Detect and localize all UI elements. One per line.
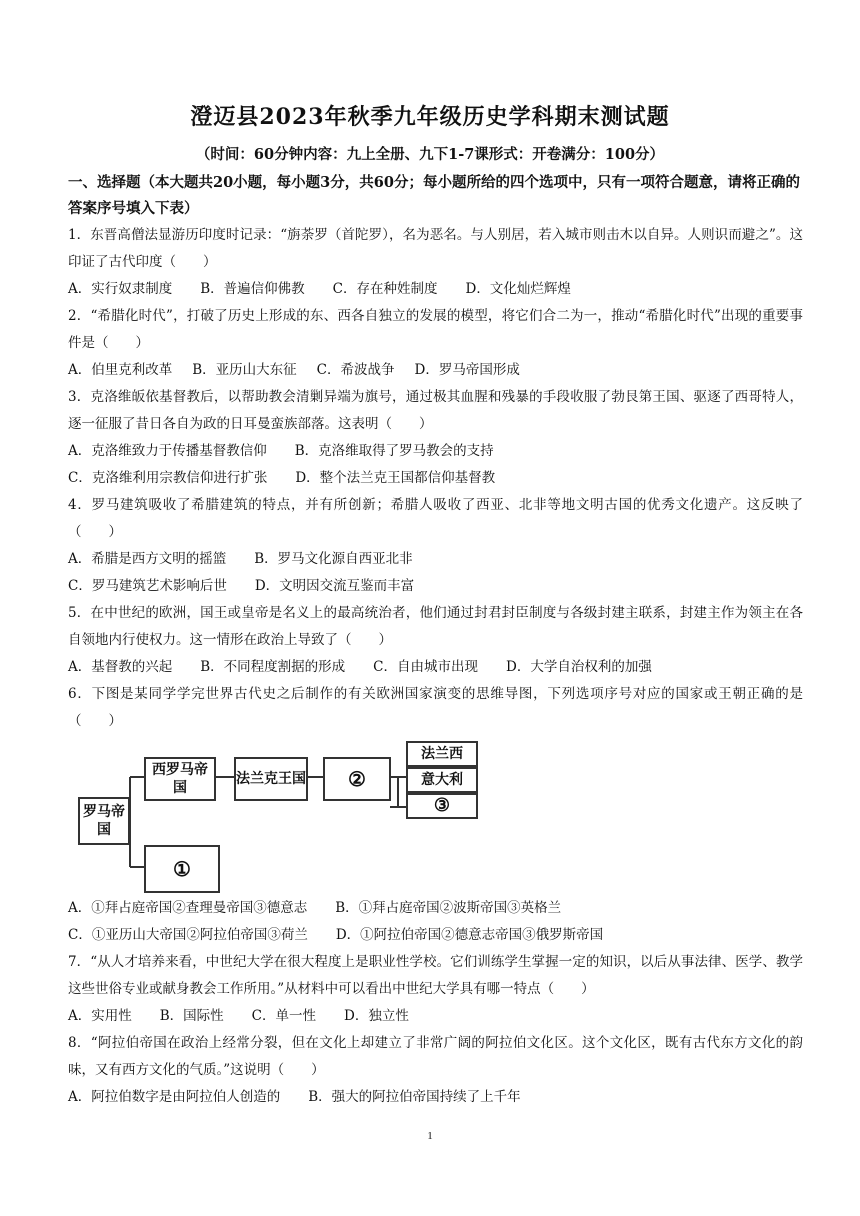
options-row (68, 546, 803, 573)
blank-2-box: ② (323, 757, 391, 801)
question-list (68, 222, 803, 1111)
frankish-kingdom-box: 法兰克王国 (234, 757, 308, 801)
options-row (68, 438, 803, 465)
option-a: A．伯里克利改革 (68, 362, 173, 378)
option-d: D．大学自治权利的加强 (506, 659, 652, 675)
option-b: B．克洛维取得了罗马教会的支持 (294, 443, 494, 459)
question-5 (68, 600, 803, 681)
options-row (68, 357, 803, 384)
option-b: B．不同程度割据的形成 (200, 659, 346, 675)
blank-3-box: ③ (406, 793, 478, 819)
option-c: C．克洛维利用宗教信仰进行扩张 (68, 470, 268, 486)
options-row (68, 1084, 803, 1111)
option-a: A．希腊是西方文明的摇篮 (68, 551, 227, 567)
options-row (68, 922, 803, 949)
question-7 (68, 949, 803, 1030)
question-1 (68, 222, 803, 303)
option-b: B．罗马文化源自西亚北非 (254, 551, 413, 567)
france-box: 法兰西 (406, 741, 478, 767)
page-title: 澄迈县2023年秋季九年级历史学科期末测试题 (190, 104, 670, 130)
option-c: C．①亚历山大帝国②阿拉伯帝国③荷兰 (68, 927, 308, 943)
question-stem: 4．罗马建筑吸收了希腊建筑的特点，并有所创新；希腊人吸收了西亚、北非等地文明古国的优秀文化遗产。这反映了（ ） (68, 497, 803, 540)
options-row (68, 465, 803, 492)
options-row (68, 573, 803, 600)
option-c: C．单一性 (251, 1008, 317, 1024)
mind-map-diagram (68, 735, 803, 895)
option-a: A．克洛维致力于传播基督教信仰 (68, 443, 267, 459)
options-row (68, 654, 803, 681)
question-8 (68, 1030, 803, 1111)
question-stem: 3．克洛维皈依基督教后，以帮助教会清剿异端为旗号，通过极其血腥和残暴的手段收服了勃艮第王国、驱逐了西哥特人，逐一征服了昔日各自为政的日耳曼蛮族部落。这表明（ ） (68, 389, 803, 432)
question-3 (68, 384, 803, 492)
question-stem: 1．东晋高僧法显游历印度时记录：“旃荼罗（首陀罗），名为恶名。与人别居，若入城市则击木以自异。人则识而避之”。这印证了古代印度（ ） (68, 227, 803, 270)
italy-box: 意大利 (406, 767, 478, 793)
option-a: A．基督教的兴起 (68, 659, 173, 675)
option-b: B．亚历山大东征 (192, 362, 297, 378)
question-stem: 6．下图是某同学学完世界古代史之后制作的有关欧洲国家演变的思维导图，下列选项序号对应的国家或王朝正确的是（ ） (68, 686, 803, 729)
question-2 (68, 303, 803, 384)
option-d: D．文化灿烂辉煌 (465, 281, 571, 297)
option-a: A．实用性 (68, 1008, 132, 1024)
option-b: B．普遍信仰佛教 (200, 281, 305, 297)
option-c: C．希波战争 (316, 362, 395, 378)
option-c: C．罗马建筑艺术影响后世 (68, 578, 227, 594)
question-4 (68, 492, 803, 600)
question-stem: 5．在中世纪的欧洲，国王或皇帝是名义上的最高统治者，他们通过封君封臣制度与各级封建主联系，封建主作为领主在各自领地内行使权力。这一情形在政治上导致了（ ） (68, 605, 803, 648)
option-b: B．强大的阿拉伯帝国持续了上千年 (308, 1089, 521, 1105)
option-a: A．阿拉伯数字是由阿拉伯人创造的 (68, 1089, 281, 1105)
options-row (68, 276, 803, 303)
option-d: D．罗马帝国形成 (414, 362, 520, 378)
blank-1-box: ① (144, 845, 220, 893)
section-heading: 一、选择题（本大题共20小题，每小题3分，共60分；每小题所给的四个选项中，只有一项符合题意，请将正确的答案序号填入下表） (68, 174, 800, 217)
option-d: D．整个法兰克王国都信仰基督教 (295, 470, 496, 486)
western-roman-empire-box: 西罗马帝国 (144, 757, 216, 801)
options-row (68, 895, 803, 922)
option-a: A．①拜占庭帝国②查理曼帝国③德意志 (68, 900, 308, 916)
option-b: B．①拜占庭帝国②波斯帝国③英格兰 (335, 900, 562, 916)
option-a: A．实行奴隶制度 (68, 281, 173, 297)
question-stem: 8．“阿拉伯帝国在政治上经常分裂，但在文化上却建立了非常广阔的阿拉伯文化区。这个文化区，既有古代东方文化的韵味，又有西方文化的气质。”这说明（ ） (68, 1035, 803, 1078)
option-c: C．存在种姓制度 (332, 281, 438, 297)
option-d: D．文明因交流互鉴而丰富 (254, 578, 415, 594)
exam-info: （时间：60分钟内容：九上全册、九下1-7课形式：开卷满分：100分） (195, 146, 665, 163)
question-6 (68, 681, 803, 949)
option-c: C．自由城市出现 (373, 659, 479, 675)
page-number: 1 (427, 1130, 433, 1142)
roman-empire-box: 罗马帝国 (78, 797, 130, 845)
option-d: D．①阿拉伯帝国②德意志帝国③俄罗斯帝国 (335, 927, 604, 943)
option-b: B．国际性 (159, 1008, 224, 1024)
option-d: D．独立性 (344, 1008, 409, 1024)
options-row (68, 1003, 803, 1030)
question-stem: 7．“从人才培养来看，中世纪大学在很大程度上是职业性学校。它们训练学生掌握一定的知识，以后从事法律、医学、教学这些世俗专业或献身教会工作所用。”从材料中可以看出中世纪大学具有哪一特点（ ） (68, 954, 803, 997)
question-stem: 2．“希腊化时代”，打破了历史上形成的东、西各自独立的发展的模型，将它们合二为一，推动“希腊化时代”出现的重要事件是（ ） (68, 308, 803, 351)
